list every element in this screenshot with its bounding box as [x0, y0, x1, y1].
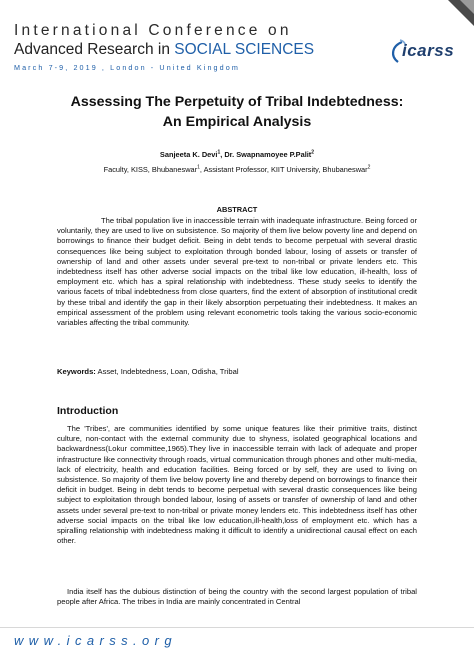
paper-title-line1: Assessing The Perpetuity of Tribal Indebtedness: — [70, 94, 404, 110]
author-1-sup: 1 — [217, 149, 221, 156]
abstract-heading: ABSTRACT — [216, 205, 258, 214]
authors — [0, 150, 474, 159]
conference-name-prefix: Advanced Research in — [14, 41, 175, 58]
keywords — [57, 367, 417, 376]
intro-p1-text: The 'Tribes', are communities identified by some unique features like their primitive traits, distinct culture, non-contact with the external community due to shyness, isolated geographical locations and backwardness(Lokur committee,1965).They live in inaccessible terrain with lack of adequate and proper infrastructure like connectivity through roads, virtual communication through phones and other multi-media, lack of electricity, health and education facilities. Being forced or by self, they are used to living on subsistence. So majority of them live below poverty line and thereby depend on borrowings to finance their deficit in budget. Being in debt tends to become perpetual with several drastic consequences like being subject to exploitation through bonded labour, losing of assets or transfer of ownership of land and other assets under several pre-text to non-tribal or private money lenders etc. This indebtedness itself has other adverse social impacts on the tribal like low education,ill-health,loss of employment etc. which has a spiralling relationship with indebtedness making it difficult to identify a unidirectional causal effect on each other. — [57, 424, 417, 546]
conference-name-line1: International Conference on — [14, 22, 292, 39]
paper-title — [0, 92, 474, 132]
affiliation-2: , Assistant Professor, KIIT University, Bhubaneswar — [199, 165, 368, 174]
footer-divider — [0, 627, 474, 628]
affiliations — [0, 165, 474, 174]
author-2-sup: 2 — [311, 149, 315, 156]
introduction-paragraph-2 — [57, 587, 417, 607]
page-corner-fold-highlight — [460, 0, 474, 14]
abstract-body — [57, 216, 417, 328]
introduction-heading: Introduction — [57, 405, 119, 417]
footer-website-link[interactable]: www.icarss.org — [14, 633, 178, 648]
logo-text: icarss — [402, 41, 455, 60]
author-1: Sanjeeta K. Devi — [159, 150, 218, 159]
keywords-label: Keywords: — [57, 367, 96, 376]
keywords-list: Asset, Indebtedness, Loan, Odisha, Tribal — [95, 367, 239, 376]
affiliation-1-sup: 1 — [197, 164, 200, 171]
icarss-logo — [388, 38, 460, 66]
paper-title-line2: An Empirical Analysis — [162, 114, 312, 130]
affiliation-1: Faculty, KISS, Bhubaneswar — [103, 165, 198, 174]
conference-date-location: March 7-9, 2019 , London - United Kingdom — [14, 63, 240, 72]
intro-p2-text: India itself has the dubious distinction of being the country with the second largest population of tribal people after Africa. The tribes in India are mainly concentrated in Central — [57, 587, 417, 607]
introduction-paragraph-1 — [57, 424, 417, 546]
affiliation-2-sup: 2 — [367, 164, 371, 171]
abstract-text: The tribal population live in inaccessible terrain with inadequate infrastructure. Being forced or voluntarily, they are used to live on subsistence. So majority of them live below poverty line and depend on borrowings to finance their budget deficit. Being in debt tends to become perpetual with several drastic consequences like being subject to exploitation through bonded labour, losing of assets or transfer of ownership of land and other assets under several pre-text to non-tribal or private lenders etc. This indebtedness itself has other adverse social impacts on the tribal like low education, ill-health, loss of employment etc. which has a spiral relationship with indebtedness. These study seeks to identify the various facets of tribal indebtedness from close quarters, find the extent of absorption of institutional credit by these tribal and identify the gap in their likely absorption perpetuating their indebtedness. It makes an empirical assessment of the problem using relevant econometric tools taking the various socio-economic variables affecting the tribal community. — [57, 216, 417, 328]
paper-title-block — [0, 92, 474, 174]
author-2: , Dr. Swapnamoyee P.Palit — [220, 150, 312, 159]
conference-name-accent: SOCIAL SCIENCES — [174, 41, 315, 58]
